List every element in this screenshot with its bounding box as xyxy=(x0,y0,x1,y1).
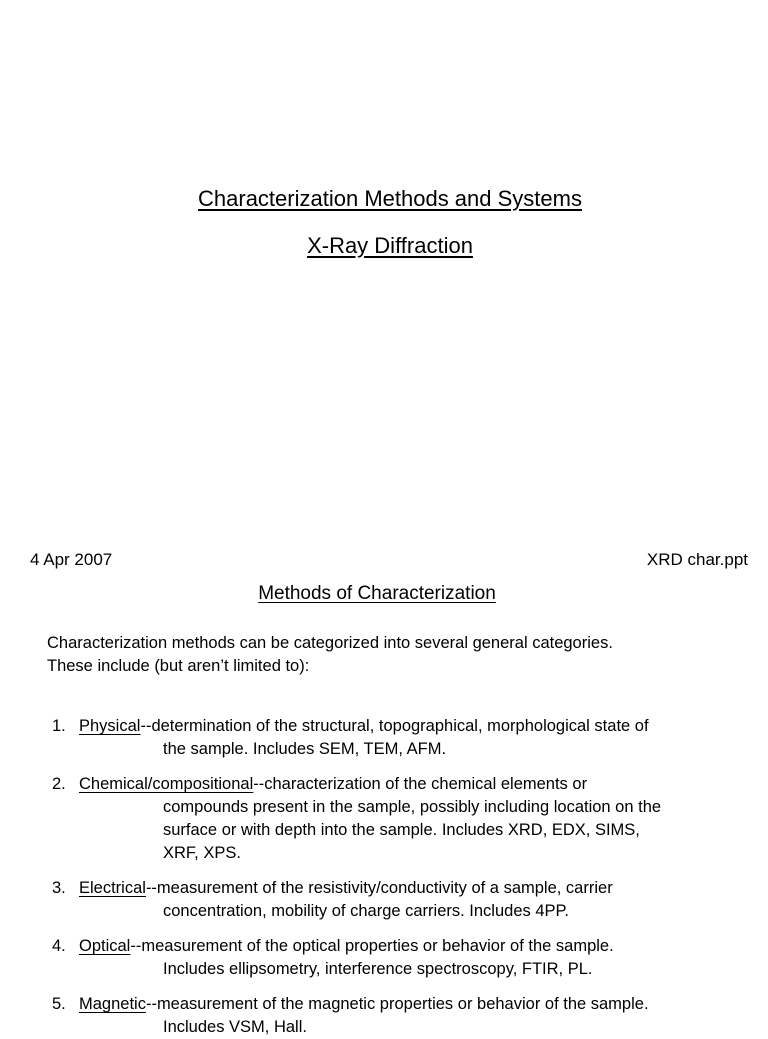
list-continuation: Includes VSM, Hall. xyxy=(163,1018,307,1036)
list-number: 2. xyxy=(52,775,66,793)
list-text: --characterization of the chemical elements or xyxy=(253,775,588,793)
list-number: 5. xyxy=(52,995,66,1013)
list-text: --determination of the structural, topographical, morphological state of xyxy=(140,717,649,735)
list-item-optical xyxy=(52,935,614,981)
footer-date: 4 Apr 2007 xyxy=(30,550,113,569)
list-text: --measurement of the optical properties or behavior of the sample. xyxy=(130,937,614,955)
list-continuation: XRF, XPS. xyxy=(163,844,241,862)
intro-line-1: Characterization methods can be categorized into several general categories. xyxy=(47,634,613,652)
slide-subtitle: X-Ray Diffraction xyxy=(307,233,473,258)
list-item-electrical xyxy=(52,877,613,923)
list-term: Chemical/compositional xyxy=(79,775,254,793)
list-term: Physical xyxy=(79,717,141,735)
list-number: 1. xyxy=(52,717,66,735)
list-continuation: surface or with depth into the sample. Includes XRD, EDX, SIMS, xyxy=(163,821,640,839)
list-term: Electrical xyxy=(79,879,146,897)
list-item-physical xyxy=(52,715,649,761)
list-number: 4. xyxy=(52,937,66,955)
list-continuation: compounds present in the sample, possibly including location on the xyxy=(163,798,662,816)
list-term: Optical xyxy=(79,937,131,955)
list-number: 3. xyxy=(52,879,66,897)
list-item-chemical xyxy=(52,773,661,865)
list-term: Magnetic xyxy=(79,995,146,1013)
intro-line-2: These include (but aren’t limited to): xyxy=(47,657,310,675)
slide-title: Characterization Methods and Systems xyxy=(198,186,582,211)
list-text: --measurement of the resistivity/conductivity of a sample, carrier xyxy=(145,879,613,897)
list-continuation: the sample. Includes SEM, TEM, AFM. xyxy=(163,740,447,758)
list-item-magnetic xyxy=(52,993,649,1039)
list-continuation: Includes ellipsometry, interference spectroscopy, FTIR, PL. xyxy=(163,960,593,978)
section-heading: Methods of Characterization xyxy=(258,583,496,604)
footer-filename: XRD char.ppt xyxy=(646,550,748,569)
list-text: --measurement of the magnetic properties or behavior of the sample. xyxy=(145,995,649,1013)
list-continuation: concentration, mobility of charge carriers. Includes 4PP. xyxy=(163,902,569,920)
